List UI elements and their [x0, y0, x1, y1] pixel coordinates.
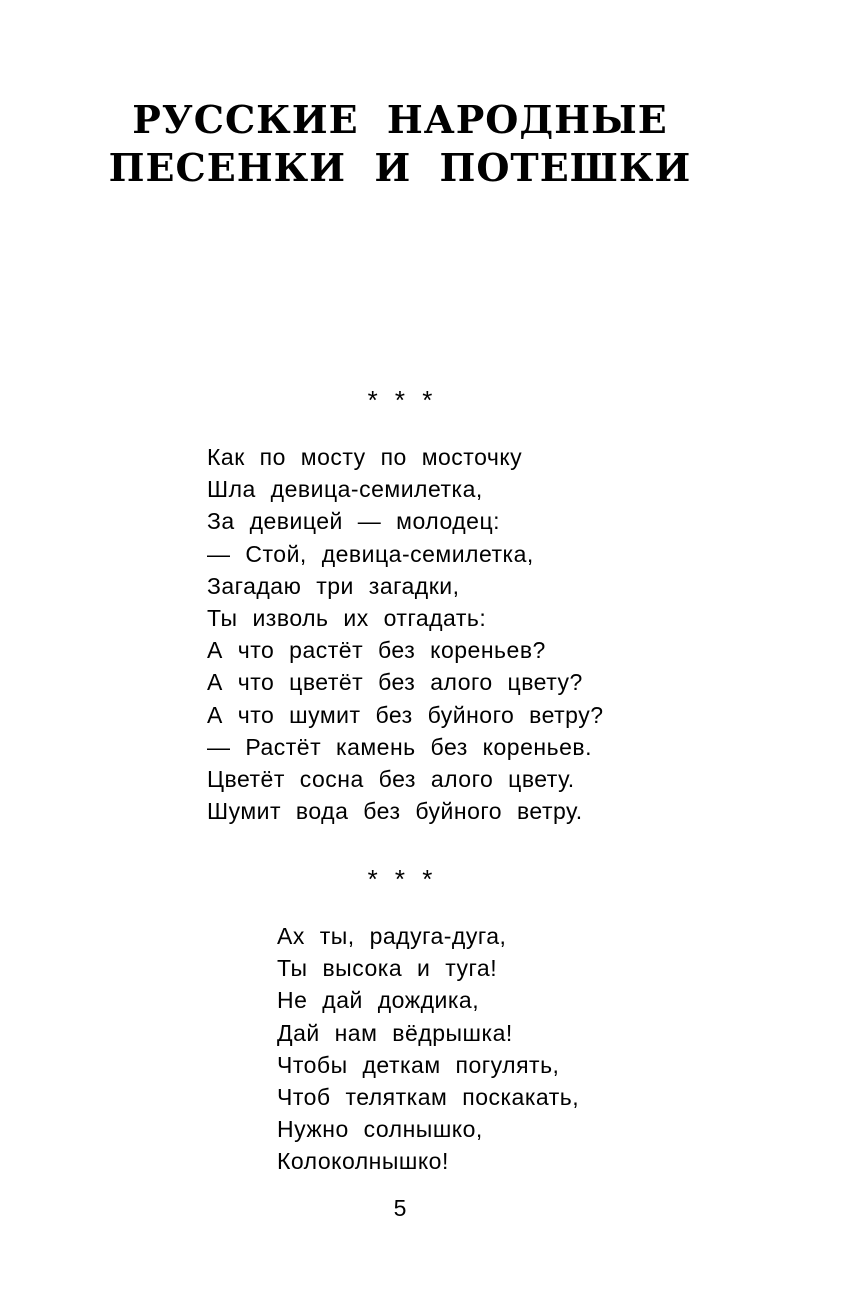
poem-line: Не дай дождика,: [277, 987, 480, 1014]
poem-line: — Стой, девица-семилетка,: [207, 540, 534, 567]
poem-line: Цветёт сосна без алого цвету.: [207, 766, 575, 793]
poem-line: Ты изволь их отгадать:: [207, 605, 487, 632]
poem-1: [207, 441, 604, 827]
page-number: 5: [393, 1195, 407, 1221]
poem-line: За девицей — молодец:: [207, 508, 501, 535]
title-line-1: РУССКИЕ НАРОДНЫЕ: [132, 97, 668, 142]
section-separator-1: * * *: [367, 385, 433, 415]
poem-line: Загадаю три загадки,: [207, 572, 460, 599]
poem-line: Чтоб теляткам поскакать,: [277, 1084, 580, 1111]
poem-line: Колоколнышко!: [277, 1148, 449, 1175]
poem-line: А что растёт без кореньев?: [207, 637, 546, 664]
poem-line: А что цветёт без алого цвету?: [207, 669, 583, 696]
poem-line: Ах ты, радуга-дуга,: [277, 923, 507, 949]
poem-line: Ты высока и туга!: [277, 955, 498, 982]
poem-line: Дай нам вёдрышка!: [277, 1019, 513, 1046]
poem-line: А что шумит без буйного ветру?: [207, 701, 604, 728]
section-separator-2: * * *: [367, 864, 433, 894]
poem-2: [277, 920, 579, 1178]
poem-line: Нужно солнышко,: [277, 1116, 483, 1143]
page-title: [0, 96, 800, 192]
poem-line: Как по мосту по мосточку: [207, 444, 523, 470]
poem-line: Шла девица-семилетка,: [207, 476, 483, 503]
poem-line: Чтобы деткам погулять,: [277, 1051, 560, 1078]
poem-line: — Растёт камень без кореньев.: [207, 733, 592, 760]
poem-line: Шумит вода без буйного ветру.: [207, 798, 583, 825]
title-line-2: ПЕСЕНКИ И ПОТЕШКИ: [108, 145, 692, 190]
